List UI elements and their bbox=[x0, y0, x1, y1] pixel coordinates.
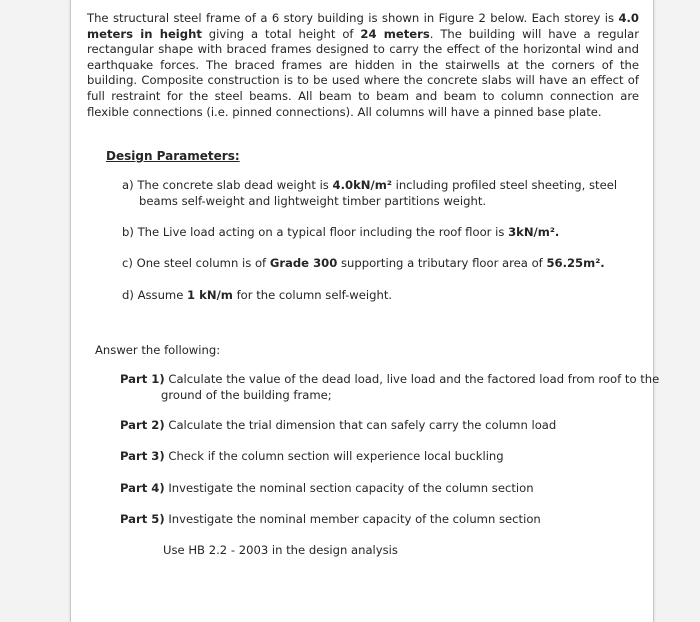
part-1-text: Calculate the value of the dead load, live load and the factored load from roof to the ground of the building frame; bbox=[161, 372, 660, 402]
part-3-text: Check if the column section will experience local buckling bbox=[164, 449, 504, 463]
slab-dead-weight: 4.0kN/m² bbox=[332, 178, 392, 192]
intro-text-1: The structural steel frame of a 6 story building is shown in Figure 2 below. Each storey is bbox=[87, 11, 619, 25]
part-3-label: Part 3) bbox=[120, 449, 165, 463]
document-page bbox=[70, 0, 660, 622]
parameter-d bbox=[122, 288, 642, 304]
part-4-text: Investigate the nominal section capacity of the column section bbox=[164, 481, 534, 495]
part-5 bbox=[120, 512, 640, 528]
part-2 bbox=[120, 418, 640, 434]
part-3 bbox=[120, 449, 640, 465]
steel-grade: Grade 300 bbox=[269, 256, 338, 270]
parameter-c-prefix: c) One steel column is of bbox=[122, 256, 270, 270]
part-4-label: Part 4) bbox=[120, 481, 165, 495]
part-5-text: Investigate the nominal member capacity of the column section bbox=[164, 512, 541, 526]
intro-paragraph bbox=[87, 11, 639, 120]
parameter-b-prefix: b) The Live load acting on a typical floor including the roof floor is bbox=[122, 225, 509, 239]
parameter-c-middle: supporting a tributary floor area of bbox=[337, 256, 547, 270]
intro-text-2: giving a total height of bbox=[201, 26, 361, 41]
parameter-c bbox=[122, 256, 642, 272]
parameter-a-prefix: a) The concrete slab dead weight is bbox=[122, 178, 333, 192]
storey-height: 4.0 meters in height bbox=[87, 11, 639, 41]
design-parameters-heading: Design Parameters: bbox=[106, 149, 240, 163]
part-4 bbox=[120, 481, 640, 497]
parameter-a-suffix: including profiled steel sheeting, steel beams self-weight and lightweight timber partitions weight. bbox=[139, 178, 618, 208]
part-5-label: Part 5) bbox=[120, 512, 165, 526]
parameter-a bbox=[122, 178, 659, 209]
part-1 bbox=[120, 372, 681, 403]
live-load-value: 3kN/m². bbox=[508, 225, 560, 239]
part-2-label: Part 2) bbox=[120, 418, 165, 432]
parameter-b bbox=[122, 225, 642, 241]
design-standard-note: Use HB 2.2 - 2003 in the design analysis bbox=[163, 543, 398, 557]
part-1-label: Part 1) bbox=[120, 372, 165, 386]
tributary-area: 56.25m². bbox=[546, 256, 605, 270]
parameter-d-suffix: for the column self-weight. bbox=[232, 288, 393, 302]
total-height: 24 meters bbox=[360, 26, 430, 41]
column-self-weight: 1 kN/m bbox=[187, 288, 233, 302]
parameter-d-prefix: d) Assume bbox=[122, 288, 188, 302]
answer-heading: Answer the following: bbox=[95, 343, 221, 357]
intro-text-3: . The building will have a regular rectangular shape with braced frames designed to carry the effect of the horizontal wind and earthquake forces. The braced frames are hidden in the stairwells at the corners of the building. Composite construction is to be used where the concrete slabs will have an effect of full restraint for the steel beams. All beam to beam and beam to column connection are flexible connections (i.e. pinned connections). All columns will have a pinned base plate. bbox=[87, 26, 639, 119]
part-2-text: Calculate the trial dimension that can safely carry the column load bbox=[164, 418, 557, 432]
